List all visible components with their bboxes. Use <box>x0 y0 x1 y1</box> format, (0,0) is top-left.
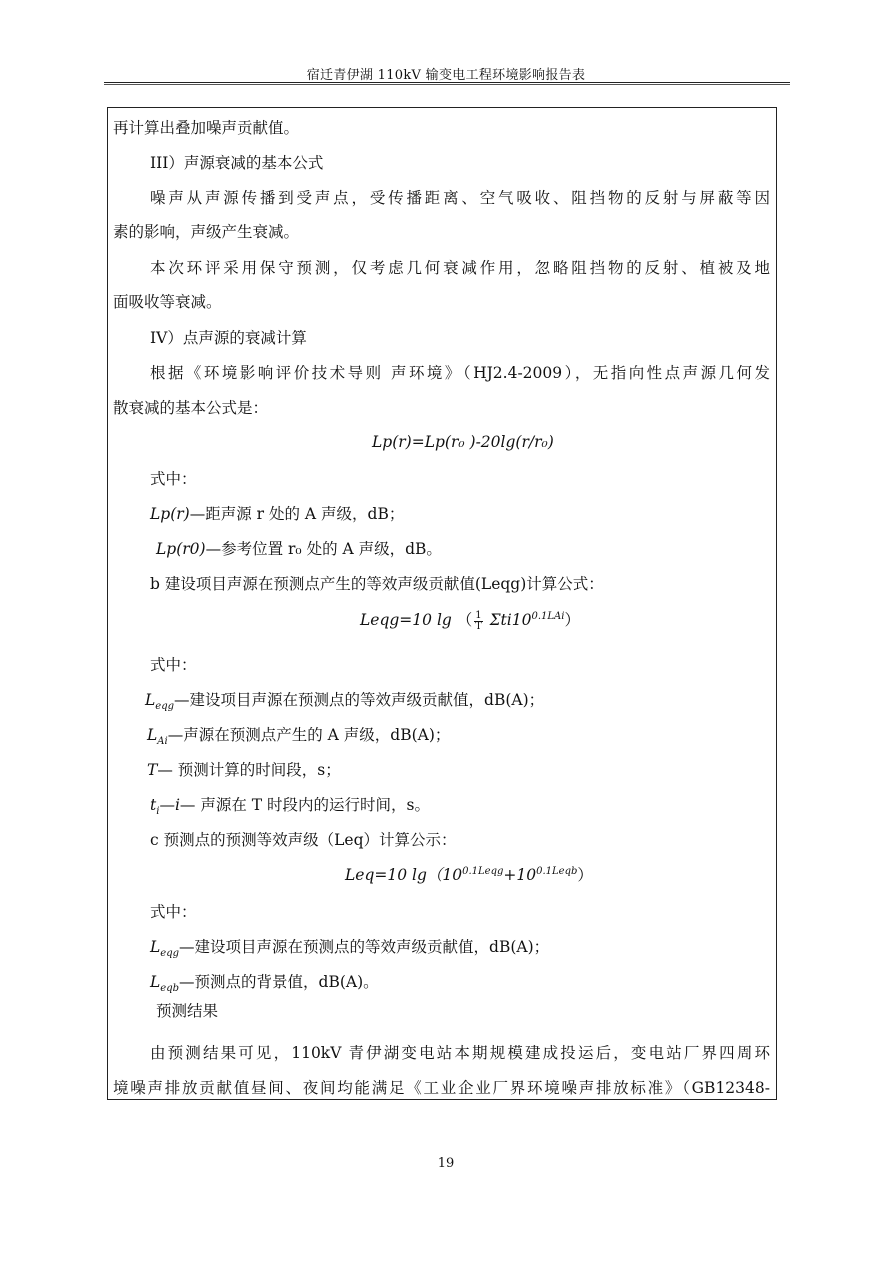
paragraph-line: 根据《环境影响评价技术导则 声环境》（HJ2.4-2009），无指向性点声源几何发 <box>150 364 770 382</box>
page-number: 19 <box>437 1156 455 1171</box>
definition-lp-r0 <box>156 537 442 559</box>
definition-leqg: $L_{eqg}—$建设项目声源在预测点的等效声级贡献值，dB(A)； <box>145 691 545 713</box>
where-label: 式中： <box>150 656 197 674</box>
definition-t <box>147 758 341 780</box>
paragraph-line: 噪声从声源传播到受声点，受传播距离、空气吸收、阻挡物的反射与屏蔽等因 <box>150 189 770 207</box>
result-heading: 预测结果 <box>156 1002 219 1020</box>
formula-leqg-lhs: Leqg=10 lg <box>360 611 452 629</box>
formula-leq-lhs: Leq=10 lg（10 <box>345 866 463 884</box>
section-heading: IV）点声源的衰减计算 <box>150 329 307 347</box>
fraction <box>474 611 482 632</box>
definition-text: —建设项目声源在预测点的等效声级贡献值，dB(A)； <box>179 938 550 956</box>
fraction-denominator: T <box>475 620 482 632</box>
formula-leq-exponent-2: 0.1Leqb <box>536 865 578 877</box>
symbol-lp-r0: Lp(r0) <box>156 540 206 558</box>
definition-text: —声源在预测点产生的 A 声级，dB(A)； <box>167 726 451 744</box>
formula-leq-exponent-1: 0.1Leqg <box>462 865 504 877</box>
formula-leqg: Leqg=10 lg （ $\frac{1}{T}$ $\Sigma ti10^{0.1LAi}$） <box>360 609 580 632</box>
definition-ti: $t_i—i—$ 声源在 T 时段内的运行时间，s。 <box>150 796 430 818</box>
definition-lp-r <box>150 502 404 524</box>
definition-lai: $L_{Ai}—$声源在预测点产生的 A 声级，dB(A)； <box>147 726 451 748</box>
formula-leqg-sum: Σti10 <box>489 611 532 629</box>
formula-leqg-exponent: 0.1LAi <box>531 610 565 622</box>
definition-leqg-2: $L_{eqg}—$建设项目声源在预测点的等效声级贡献值，dB(A)； <box>150 938 550 960</box>
definition-text: — 预测计算的时间段，s； <box>157 761 341 779</box>
definition-text: —参考位置 r₀ 处的 A 声级，dB。 <box>205 540 442 558</box>
paragraph-line: 本次环评采用保守预测，仅考虑几何衰减作用，忽略阻挡物的反射、植被及地 <box>150 259 770 277</box>
paragraph-line: 由预测结果可见，110kV 青伊湖变电站本期规模建成投运后，变电站厂界四周环 <box>150 1044 770 1062</box>
symbol-t: T <box>147 761 158 779</box>
formula-leq: Leq=10 $\lg(10^{0.1Leqg}+10^{0.1Leqb})$ <box>345 865 593 884</box>
where-label: 式中： <box>150 903 197 921</box>
formula-leq-plus: +10 <box>503 866 537 884</box>
definition-text: — 声源在 T 时段内的运行时间，s。 <box>179 796 430 814</box>
paragraph-line: b 建设项目声源在预测点产生的等效声级贡献值(Leqg)计算公式： <box>150 575 604 593</box>
header-rule <box>104 82 790 83</box>
definition-text: —建设项目声源在预测点的等效声级贡献值，dB(A)； <box>174 691 545 709</box>
formula-point-source-attenuation: Lp(r)=Lp(r₀ )-20lg(r/r₀) <box>372 433 554 451</box>
paragraph-line: 素的影响，声级产生衰减。 <box>113 223 300 241</box>
symbol-lp-r: Lp(r) <box>150 505 190 523</box>
paragraph-line: 面吸收等衰减。 <box>113 293 222 311</box>
paragraph-line: 再计算出叠加噪声贡献值。 <box>113 119 300 137</box>
section-heading: III）声源衰减的基本公式 <box>150 154 324 172</box>
fraction-numerator: 1 <box>475 609 482 621</box>
paragraph-line: 散衰减的基本公式是： <box>113 399 269 417</box>
paragraph-line: 境噪声排放贡献值昼间、夜间均能满足《工业企业厂界环境噪声排放标准》（GB12348- <box>113 1079 770 1097</box>
header-title: 宿迁青伊湖 110kV 输变电工程环境影响报告表 <box>306 68 586 83</box>
header-rule-secondary <box>104 84 790 85</box>
definition-leqb: $L_{eqb}—$预测点的背景值，dB(A)。 <box>150 973 379 995</box>
definition-text: —预测点的背景值，dB(A)。 <box>179 973 379 991</box>
where-label: 式中： <box>150 470 197 488</box>
paragraph-line: c 预测点的预测等效声级（Leq）计算公示： <box>150 831 457 849</box>
definition-text: —距声源 r 处的 A 声级，dB； <box>189 505 405 523</box>
